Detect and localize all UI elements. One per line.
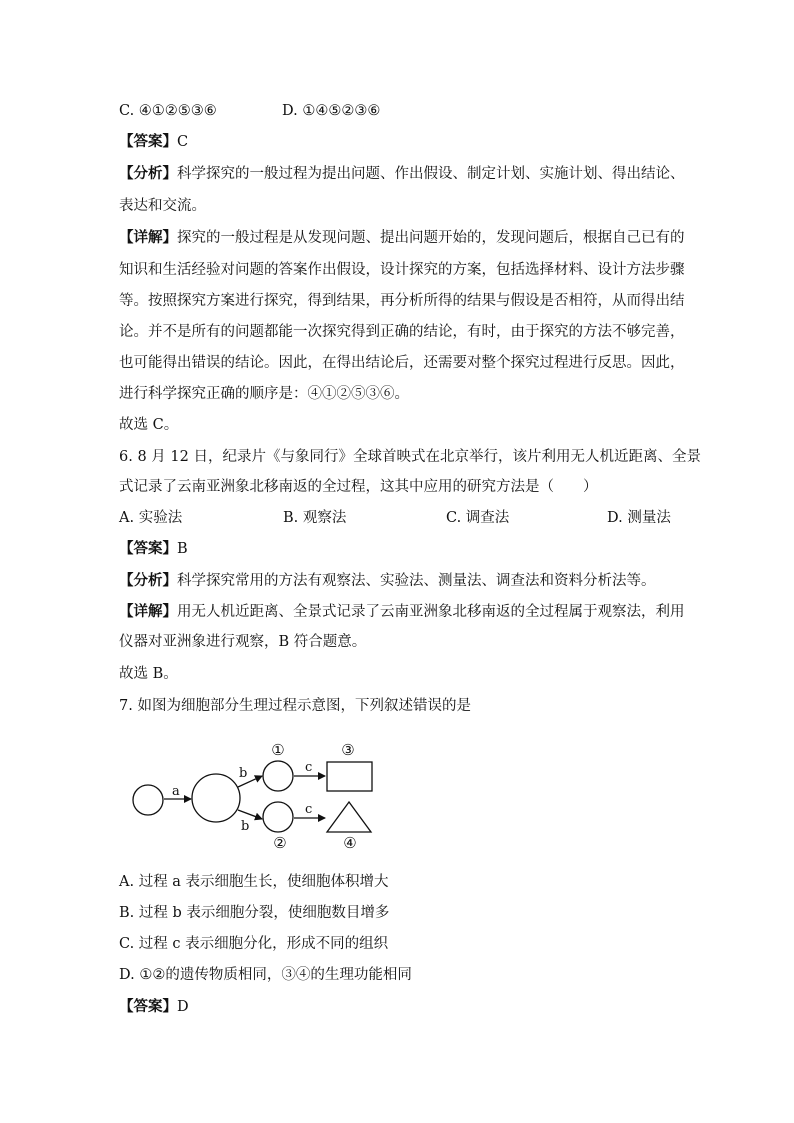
grown-cell-circle (192, 774, 240, 822)
analysis-text: 科学探究的一般过程为提出问题、作出假设、制定计划、实施计划、得出结论、 (177, 166, 685, 182)
analysis-text: 科学探究常用的方法有观察法、实验法、测量法、调查法和资料分析法等。 (177, 573, 656, 589)
q5-conclusion: 故选 C。 (119, 417, 179, 433)
q6-stem-line-2: 式记录了云南亚洲象北移南返的全过程，这其中应用的研究方法是（ ） (119, 479, 598, 495)
label-b-top: b (239, 766, 248, 781)
q6-detail-line-2: 仪器对亚洲象进行观察，B 符合题意。 (119, 634, 367, 650)
analysis-tag: 【分析】 (119, 165, 177, 182)
q6-conclusion: 故选 B。 (119, 666, 178, 682)
q7-answer-line (119, 997, 189, 1017)
label-b-bottom: b (241, 819, 250, 834)
answer-tag: 【答案】 (119, 540, 177, 557)
q6-option-d: D. 测量法 (607, 510, 671, 526)
tissue-triangle (327, 802, 371, 832)
q6-option-a: A. 实验法 (119, 510, 183, 526)
q5-analysis-line-2: 表达和交流。 (119, 198, 206, 214)
q5-detail-line-5: 也可能得出错误的结论。因此，在得出结论后，还需要对整个探究过程进行反思。因此， (119, 355, 685, 371)
q7-stem: 7. 如图为细胞部分生理过程示意图，下列叙述错误的是 (119, 698, 471, 714)
q5-detail-line-6: 进行科学探究正确的顺序是：④①②⑤③⑥。 (119, 386, 409, 402)
small-cell-circle (133, 785, 163, 815)
q5-detail-line-2: 知识和生活经验对问题的答案作出假设，设计探究的方案，包括选择材料、设计方法步骤 (119, 262, 685, 278)
q7-option-a: A. 过程 a 表示细胞生长，使细胞体积增大 (119, 874, 389, 890)
label-a: a (172, 784, 180, 799)
number-3: ③ (341, 741, 355, 759)
q5-option-d: D. ①④⑤②③⑥ (282, 103, 381, 119)
answer-value: D (177, 999, 189, 1015)
q7-option-c: C. 过程 c 表示细胞分化，形成不同的组织 (119, 936, 389, 952)
analysis-tag: 【分析】 (119, 572, 177, 589)
tissue-rectangle (327, 762, 372, 791)
q5-option-c: C. ④①②⑤③⑥ (119, 103, 217, 119)
answer-value: C (177, 134, 189, 150)
answer-tag: 【答案】 (119, 998, 177, 1015)
arrow-b-bottom (238, 810, 262, 819)
answer-value: B (177, 541, 188, 557)
q7-option-d: D. ①②的遗传物质相同，③④的生理功能相同 (119, 967, 412, 983)
number-1: ① (271, 741, 285, 759)
q6-option-c: C. 调查法 (446, 510, 510, 526)
number-2: ② (273, 834, 287, 852)
detail-text: 用无人机近距离、全景式记录了云南亚洲象北移南返的全过程属于观察法，利用 (177, 604, 685, 620)
q5-detail-line-3: 等。按照探究方案进行探究，得到结果，再分析所得的结果与假设是否相符，从而得出结 (119, 293, 685, 309)
detail-tag: 【详解】 (119, 229, 177, 246)
label-c-bottom: c (305, 802, 313, 817)
label-c-top: c (305, 760, 313, 775)
number-4: ④ (343, 834, 357, 852)
divided-cell-circle-1 (263, 761, 293, 791)
q6-option-b: B. 观察法 (283, 510, 347, 526)
q5-detail-line-4: 论。并不是所有的问题都能一次探究得到正确的结论，有时，由于探究的方法不够完善， (119, 324, 685, 340)
detail-text: 探究的一般过程是从发现问题、提出问题开始的，发现问题后，根据自己已有的 (177, 230, 685, 246)
answer-tag: 【答案】 (119, 133, 177, 150)
detail-tag: 【详解】 (119, 603, 177, 620)
q6-stem-line-1: 6. 8 月 12 日，纪录片《与象同行》全球首映式在北京举行，该片利用无人机近距离、全景 (119, 449, 701, 465)
q7-option-b: B. 过程 b 表示细胞分裂，使细胞数目增多 (119, 905, 390, 921)
divided-cell-circle-2 (263, 802, 293, 832)
